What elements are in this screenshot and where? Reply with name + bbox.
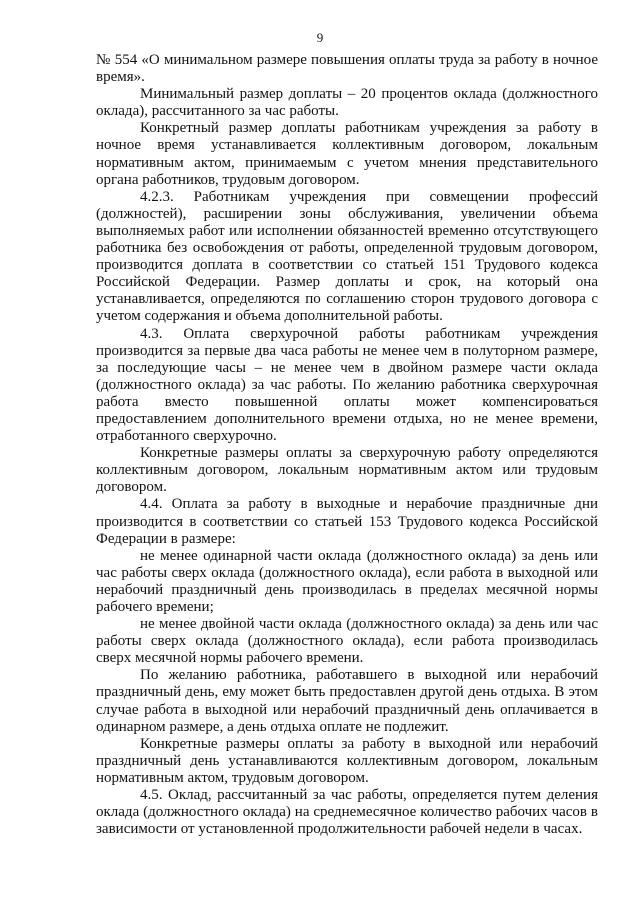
paragraph-4-3: 4.3. Оплата сверхурочной работы работникам учреждения производится за первые два часа работы не менее чем в полуторном размере, за последующие часы – не менее чем в двойном размере части оклада (должностного оклада) за час работы. По желанию работника сверхурочная работа вместо повышенной оплаты может компенсироваться предоставлением дополнительного времени отдыха, но не менее времени, отработанного сверхурочно.: [96, 325, 598, 445]
page-number: 9: [316, 30, 324, 45]
paragraph-4-5: 4.5. Оклад, рассчитанный за час работы, определяется путем деления оклада (должностного оклада) на среднемесячное количество рабочих часов в зависимости от установленной продолжительности рабочей недели в часах.: [96, 787, 598, 838]
paragraph-minimum-night-pay: Минимальный размер доплаты – 20 процентов оклада (должностного оклада), рассчитанного за час работы.: [96, 86, 598, 120]
paragraph-overtime-specific: Конкретные размеры оплаты за сверхурочную работу определяются коллективным договором, локальным нормативным актом или трудовым договором.: [96, 445, 598, 496]
paragraph-night-pay-specific: Конкретный размер доплаты работникам учреждения за работу в ночное время устанавливается коллективным договором, локальным нормативным актом, принимаемым с учетом мнения представительного органа работников, трудовым договором.: [96, 120, 598, 188]
paragraph-holiday-specific: Конкретные размеры оплаты за работу в выходной или нерабочий праздничный день устанавливаются коллективным договором, локальным нормативным актом, трудовым договором.: [96, 735, 598, 786]
paragraph-double-rate: не менее двойной части оклада (должностного оклада) за день или час работы сверх оклада (должностного оклада), если работа производилась сверх месячной нормы рабочего времени.: [96, 616, 598, 667]
document-body: [96, 52, 598, 838]
paragraph-4-4: 4.4. Оплата за работу в выходные и нерабочие праздничные дни производится в соответствии со статьей 153 Трудового кодекса Российской Федерации в размере:: [96, 496, 598, 547]
paragraph-day-off: По желанию работника, работавшего в выходной или нерабочий праздничный день, ему может быть предоставлен другой день отдыха. В этом случае работа в выходной или нерабочий праздничный день оплачивается в одинарном размере, а день отдыха оплате не подлежит.: [96, 667, 598, 735]
paragraph-resolution-title-end: № 554 «О минимальном размере повышения оплаты труда за работу в ночное время».: [96, 52, 598, 86]
paragraph-4-2-3: 4.2.3. Работникам учреждения при совмещении профессий (должностей), расширении зоны обслуживания, увеличении объема выполняемых работ или исполнении обязанностей временно отсутствующего работника без освобождения от работы, определенной трудовым договором, производится доплата в соответствии со статьей 151 Трудового кодекса Российской Федерации. Размер доплаты и срок, на который она устанавливается, определяются по соглашению сторон трудового договора с учетом содержания и объема дополнительной работы.: [96, 188, 598, 325]
paragraph-single-rate: не менее одинарной части оклада (должностного оклада) за день или час работы сверх оклада (должностного оклада), если работа в выходной или нерабочий праздничный день производилась в пределах месячной нормы рабочего времени;: [96, 547, 598, 615]
